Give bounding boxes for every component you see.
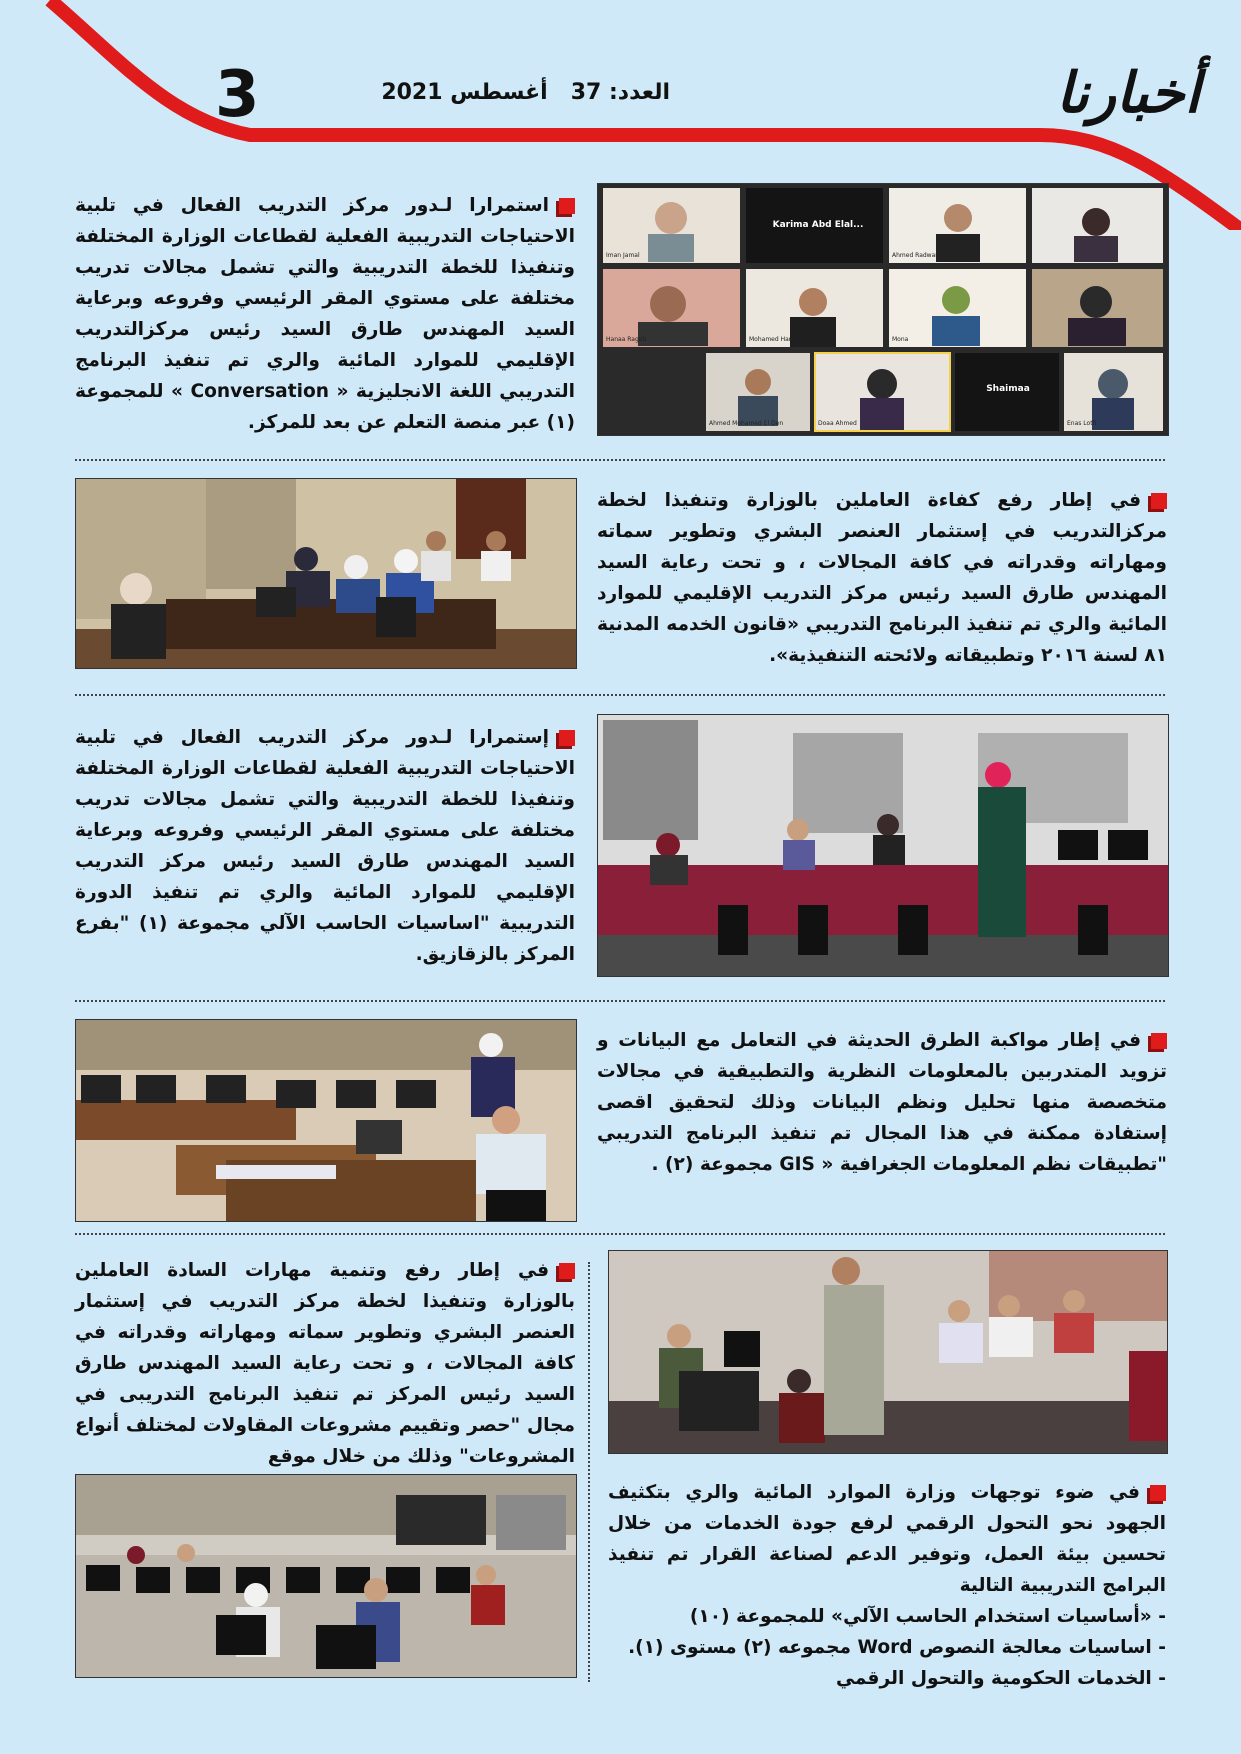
bullet-icon [1150, 1485, 1166, 1501]
program-list-item: - «أساسيات استخدام الحاسب الآلي» للمجموعة (١٠) [689, 1606, 1166, 1627]
column-divider [588, 1262, 590, 1682]
instructor-lab-scene [609, 1251, 1167, 1453]
bullet-icon [1151, 493, 1167, 509]
newsletter-title: أخبارنا [1056, 60, 1200, 126]
bullet-icon [1151, 1033, 1167, 1049]
zoom-tile-label: Iman Jamal [606, 252, 640, 259]
issue-number: 37 [570, 80, 602, 105]
gis-lab-scene [76, 1020, 576, 1221]
article-text: إستمرارا لـدور مركز التدريب الفعال في تلبية الاحتياجات التدريبية الفعلية لقطاعات الوزارة المختلفة وتنفيذا للخطة التدريبية والتي تشمل مجالات تدريب مختلفة على مستوي المقر الرئيسي وفروعه وبرعاية السيد المهندس طارق السيد رئيس مركز التدريب الإقليمي للموارد المائية والري تم تنفيذ الدورة التدريبية "اساسيات الحاسب الآلي مجموعة (١) "بفرع المركز بالزقازيق. [75, 727, 575, 965]
bullet-icon [559, 198, 575, 214]
article-text: في إطار رفع وتنمية مهارات السادة العاملين بالوزارة وتنفيذا لخطة مركز التدريب في إستثمار العنصر البشري وتطوير سماته ومهاراته وقدراته في كافة المجالات ، و تحت رعاية السيد المهندس طارق السيد رئيس المركز تم تنفيذ البرنامج التدريبى في مجال "حصر وتقييم مشروعات المقاولات لمختلف أنواع المشروعات" وذلك من خلال موقع [75, 1260, 575, 1467]
large-computer-lab-photo [75, 1474, 577, 1678]
computer-lab-photo-gis [75, 1019, 577, 1222]
zoom-meeting-photo [597, 183, 1169, 436]
section-divider [75, 459, 1165, 461]
program-list-item: - الخدمات الحكومية والتحول الرقمي [836, 1668, 1166, 1689]
section-divider [75, 1233, 1165, 1235]
classroom-photo-civil-service [75, 478, 577, 669]
article-text: في إطار رفع كفاءة العاملين بالوزارة وتنفيذا لخطة مركزالتدريب في إستثمار العنصر البشري وتطوير سماته ومهاراته وقدراته في كافة المجالات ، و تحت رعاية السيد المهندس طارق السيد رئيس مركز التدريب الإقليمي للموارد المائية والري تم تنفيذ البرنامج التدريبي «قانون الخدمه المدنية ٨١ لسنة ٢٠١٦ وتطبيقاته ولائحته التنفيذية». [597, 490, 1167, 666]
zoom-tile-label: Ahmed Mohamed El Den [709, 420, 784, 427]
article-text: في ضوء توجهات وزارة الموارد المائية والري بتكثيف الجهود نحو التحول الرقمي لرفع جودة الخدمات من خلال تحسين بيئة العمل، وتوفير الدعم لصناعة القرار تم تنفيذ البرامج التدريبية التالية [608, 1482, 1166, 1596]
instructor-lab-photo [608, 1250, 1168, 1454]
zoom-tile-label: Mona [892, 336, 909, 343]
zoom-tile-label: Mohamed Hamdi [749, 336, 801, 343]
section-divider [75, 694, 1165, 696]
article-computer-basics [75, 722, 575, 970]
zoom-tile-label: Karima Abd Elal... [772, 220, 864, 230]
issue-label: العدد: [608, 80, 670, 105]
classroom-scene [76, 479, 576, 668]
article-gis [597, 1025, 1167, 1180]
large-lab-scene [76, 1475, 576, 1677]
bullet-icon [559, 730, 575, 746]
article-civil-service-law [597, 485, 1167, 671]
section-divider [75, 1000, 1165, 1002]
zoom-tile-label: Enas Lotfi [1067, 420, 1097, 427]
article-taqeem [75, 1255, 575, 1503]
zoom-tile-label: Shaimaa [986, 384, 1030, 394]
issue-date: أغسطس 2021 [381, 80, 548, 105]
article-text: في إطار مواكبة الطرق الحديثة في التعامل مع البيانات و تزويد المتدربين بالمعلومات النظرية والتطبيقية في مجالات متخصصة منها تحليل ونظم البيانات وذلك لتحقيق اقصى إستفادة ممكنة في هذا المجال تم تنفيذ البرنامج التدريبي "تطبيقات نظم المعلومات الجغرافية « GIS مجموعة (٢) . [597, 1030, 1167, 1175]
zoom-grid [598, 184, 1168, 435]
article-digital-transformation [608, 1477, 1166, 1694]
bullet-icon [559, 1263, 575, 1279]
lab-scene [598, 715, 1168, 976]
computer-lab-photo-zagazig [597, 714, 1169, 977]
article-english-conversation [75, 190, 575, 438]
program-list-item: - اساسيات معالجة النصوص Word مجموعه (٢) مستوى (١). [628, 1637, 1166, 1658]
zoom-tile-label: Hanaa Ragab [606, 336, 647, 343]
issue-info [370, 80, 670, 105]
zoom-tile-label: Doaa Ahmed [818, 420, 857, 427]
article-text: استمرارا لـدور مركز التدريب الفعال في تلبية الاحتياجات التدريبية الفعلية لقطاعات الوزارة المختلفة وتنفيذا للخطة التدريبية والتي تشمل مجالات تدريب مختلفة على مستوي المقر الرئيسي وفروعه وبرعاية السيد المهندس طارق السيد رئيس مركزالتدريب الإقليمي للموارد المائية والري تم تنفيذ البرنامج التدريبي اللغة الانجليزية « Conversation » للمجموعة (١) عبر منصة التعلم عن بعد للمركز. [75, 195, 575, 433]
page-number: 3 [215, 58, 260, 132]
zoom-tile-label: Ahmed Radwan [892, 252, 940, 259]
